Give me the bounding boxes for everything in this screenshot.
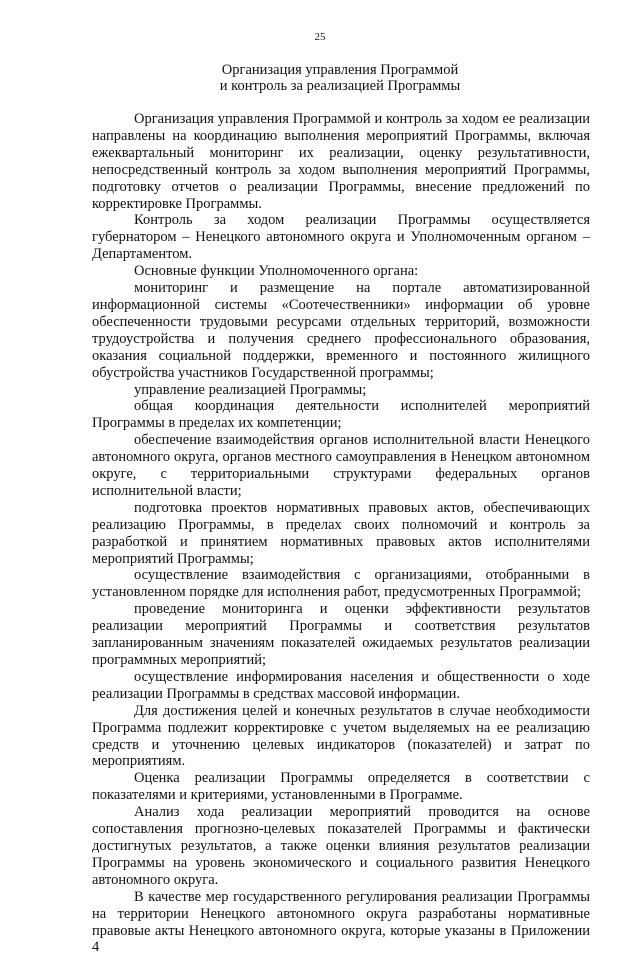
paragraph-adjustment: Для достижения целей и конечных результатов в случае необходимости Программа подлежит корректировке с учетом выделяемых на ее реализацию средств и уточнению целевых индикаторов (показателей) и затрат по мероприятиям. (92, 702, 590, 770)
function-item-interaction-authorities: обеспечение взаимодействия органов исполнительной власти Ненецкого автономного округа, органов местного самоуправления в Ненецком автономном округе, с территориальными структурами федеральных органов исполнительной власти; (92, 432, 590, 499)
function-item-interaction-organizations: осуществление взаимодействия с организациями, отобранными в установленном порядке для исполнения работ, предусмотренных Программой; (92, 567, 590, 601)
paragraph-assessment: Оценка реализации Программы определяется в соответствии с показателями и критериями, установленными в Программе. (92, 770, 590, 804)
paragraph-intro: Организация управления Программой и контроль за ходом ее реализации направлены на координацию выполнения мероприятий Программы, включая ежеквартальный мониторинг их реализации, оценку результативности, непосредственный контроль за ходом выполнения мероприятий Программы, подготовку отчетов о реализации Программы, внесение предложений по корректировке Программы. (92, 111, 590, 212)
paragraph-control: Контроль за ходом реализации Программы осуществляется губернатором – Ненецкого автономного округа и Уполномоченным органом – Департаментом. (92, 212, 590, 263)
section-title-line-2: и контроль за реализацией Программы (219, 78, 461, 94)
function-item-efficiency-monitoring: проведение мониторинга и оценки эффективности результатов реализации мероприятий Программы и соответствия результатов запланированным значениям показателей ожидаемых результатов реализации программных мероприятий; (92, 601, 590, 668)
paragraph-functions-heading: Основные функции Уполномоченного органа: (134, 263, 419, 280)
function-item-coordination: общая координация деятельности исполнителей мероприятий Программы в пределах их компетенции; (92, 398, 590, 432)
document-body (92, 111, 590, 956)
function-item-legal-acts: подготовка проектов нормативных правовых актов, обеспечивающих реализацию Программы, в пределах своих полномочий и контроль за разработкой и принятием нормативных правовых актов исполнителями мероприятий Программы; (92, 499, 590, 567)
section-title (92, 62, 588, 94)
page-number: 25 (314, 31, 326, 43)
paragraph-regulation: В качестве мер государственного регулирования реализации Программы на территории Ненецкого автономного округа разработаны нормативные правовые акты Ненецкого автономного округа, которые указаны в Приложении 4 (92, 888, 590, 956)
function-item-informing: осуществление информирования населения и общественности о ходе реализации Программы в средствах массовой информации. (92, 668, 590, 702)
function-item-management: управление реализацией Программы; (134, 381, 367, 398)
section-title-line-1: Организация управления Программой (221, 62, 459, 78)
function-item-monitoring: мониторинг и размещение на портале автоматизированной информационной системы «Соотечественники» информации об уровне обеспеченности трудовыми ресурсами отдельных территорий, возможности трудоустройства и получения среднего профессионального образования, оказания социальной поддержки, временного и постоянного жилищного обустройства участников Государственной программы; (92, 280, 590, 381)
paragraph-analysis: Анализ хода реализации мероприятий проводится на основе сопоставления прогнозно-целевых показателей Программы и фактически достигнутых результатов, а также оценки влияния результатов реализации Программы на уровень экономического и социального развития Ненецкого автономного округа. (92, 804, 590, 888)
